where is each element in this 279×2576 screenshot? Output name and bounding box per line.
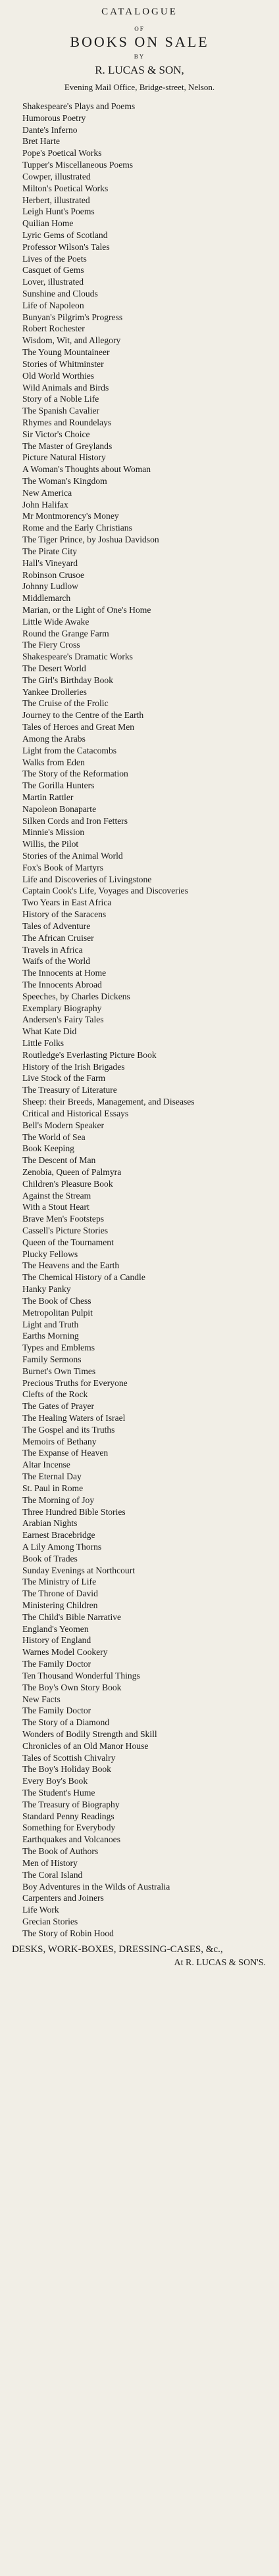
book-title: Robinson Crusoe [22,569,85,580]
book-title: Altar Incense [22,1460,70,1470]
book-title: The Book of Authors [22,1846,99,1857]
book-title: Among the Arabs [22,733,86,744]
book-title: The Innocents at Home [22,968,107,978]
book-title: Shakespeare's Plays and Poems [22,101,136,111]
book-title: Old World Worthies [22,370,95,381]
book-title: Dante's Inferno [22,124,78,135]
book-title: Life Work [22,1905,59,1915]
book-title: Robert Rochester [22,323,85,334]
book-title: Earths Morning [22,1331,79,1341]
book-title: Wisdom, Wit, and Allegory [22,335,121,346]
book-title: Milton's Poetical Works [22,183,109,193]
book-title: Wonders of Bodily Strength and Skill [22,1729,157,1739]
book-title: Cassell's Picture Stories [22,1226,109,1235]
book-title: The Healing Waters of Israel [22,1413,126,1423]
book-title: The Boy's Own Story Book [22,1682,122,1692]
book-title: Ministering Children [22,1600,98,1610]
book-title: What Kate Did [22,1026,77,1037]
book-title: The Treasury of Biography [22,1799,120,1809]
book-title: Tales of Heroes and Great Men [22,722,135,732]
book-title: Little Folks [22,1038,64,1048]
book-title: Ten Thousand Wonderful Things [22,1670,140,1681]
book-title: Journey to the Centre of the Earth [22,710,144,721]
book-title: Minnie's Mission [22,827,85,838]
book-title: Earthquakes and Volcanoes [22,1834,120,1845]
book-title: Men of History [22,1857,78,1868]
book-title: The Story of a Diamond [22,1717,110,1728]
book-title: Casquet of Gems [22,265,84,275]
book-title: Clefts of the Rock [22,1389,88,1400]
book-title: The Gospel and its Truths [22,1424,115,1435]
book-title: Stories of the Animal World [22,851,123,861]
book-title: Three Hundred Bible Stories [22,1506,126,1517]
book-title: Arabian Nights [22,1518,78,1529]
book-title: Light from the Catacombs [22,745,117,755]
book-title: John Halifax [22,499,68,510]
book-title: Walks from Eden [22,757,85,767]
book-title: Live Stock of the Farm [22,1073,106,1084]
book-title: Grecian Stories [22,1916,78,1926]
book-title: Napoleon Bonaparte [22,803,97,814]
book-title: Memoirs of Bethany [22,1436,97,1446]
book-title: The Master of Greylands [22,441,113,451]
book-title: Tales of Scottish Chivalry [22,1752,116,1763]
book-list [8,101,271,1940]
book-title: Exemplary Biography [22,1003,102,1013]
book-title: The Tiger Prince, by Joshua Davidson [22,535,159,545]
catalogue-title: CATALOGUE [101,7,178,17]
book-title: Standard Penny Readings [22,1811,114,1821]
footer-shop: At R. LUCAS & SON'S. [174,1957,266,1968]
book-title: The Boy's Holiday Book [22,1764,111,1775]
book-title: The Descent of Man [22,1155,96,1166]
book-title: The Family Doctor [22,1659,91,1669]
book-title: Against the Stream [22,1190,91,1201]
book-title: The Throne of David [22,1588,98,1599]
book-title: Sheep: their Breeds, Management, and Diseases [22,1097,195,1107]
book-title: Humorous Poetry [22,112,86,123]
book-title: The Treasury of Literature [22,1085,117,1095]
book-title: Tupper's Miscellaneous Poems [22,160,134,170]
book-title: St. Paul in Rome [22,1483,84,1493]
book-title: Cowper, illustrated [22,171,91,181]
book-title: Precious Truths for Everyone [22,1377,128,1388]
book-title: Metropolitan Pulpit [22,1307,93,1318]
book-title: Carpenters and Joiners [22,1893,104,1903]
publisher-address: Evening Mail Office, Bridge-street, Nelson. [64,82,215,92]
book-title: The Heavens and the Earth [22,1260,120,1271]
book-title: Silken Cords and Iron Fetters [22,815,128,826]
book-title: The Fiery Cross [22,640,80,650]
book-title: The Book of Chess [22,1295,91,1306]
book-title: A Lily Among Thorns [22,1541,102,1552]
book-title: Chronicles of an Old Manor House [22,1740,149,1751]
book-title: The Story of the Reformation [22,769,128,779]
book-title: Life and Discoveries of Livingstone [22,874,152,884]
book-title: The Coral Island [22,1869,83,1880]
books-on-sale-headline: BOOKS ON SALE [70,34,209,50]
book-title: Middlemarch [22,593,71,604]
book-title: Book Keeping [22,1143,74,1154]
book-title: The Cruise of the Frolic [22,698,109,709]
book-title: Light and Truth [22,1319,79,1329]
book-title: Bunyan's Pilgrim's Progress [22,312,123,322]
book-title: Zenobia, Queen of Palmyra [22,1166,122,1177]
book-title: Waifs of the World [22,956,90,966]
book-title: Routledge's Everlasting Picture Book [22,1049,157,1060]
book-title: Tales of Adventure [22,920,91,931]
book-title: The Chemical History of a Candle [22,1272,145,1283]
book-title: Marian, or the Light of One's Home [22,604,151,615]
book-title: Rhymes and Roundelays [22,417,112,427]
book-title: Something for Everybody [22,1823,116,1833]
book-title: Family Sermons [22,1354,82,1364]
book-title: Boy Adventures in the Wilds of Australia [22,1881,170,1892]
book-title: Hall's Vineyard [22,558,78,568]
book-title: Hanky Panky [22,1284,71,1295]
book-title: The Expanse of Heaven [22,1448,109,1458]
book-title: Martin Rattler [22,792,74,802]
book-title: A Woman's Thoughts about Woman [22,464,151,475]
book-title: Sir Victor's Choice [22,429,90,439]
book-title: Burnet's Own Times [22,1366,96,1376]
book-title: Rome and the Early Christians [22,523,132,533]
book-title: Sunday Evenings at Northcourt [22,1565,136,1575]
book-title: Johnny Ludlow [22,581,78,592]
book-title: Leigh Hunt's Poems [22,206,95,217]
book-title: Speeches, by Charles Dickens [22,991,130,1001]
book-title: Brave Men's Footsteps [22,1214,105,1224]
book-title: Every Boy's Book [22,1776,88,1786]
book-title: With a Stout Heart [22,1202,89,1212]
by-label: BY [134,53,145,60]
book-title: The Ministry of Life [22,1577,97,1587]
book-title: Bret Harte [22,136,60,147]
footer-notice [8,1944,271,1969]
book-title: Andersen's Fairy Tales [22,1014,104,1025]
book-title: The Spanish Cavalier [22,406,100,416]
book-title: Willis, the Pilot [22,839,79,849]
of-label: OF [134,26,145,32]
book-title: The Woman's Kingdom [22,476,107,486]
book-title: Warnes Model Cookery [22,1647,108,1658]
book-title: Two Years in East Africa [22,897,112,908]
book-title: Pope's Poetical Works [22,148,102,158]
book-title: Little Wide Awake [22,616,89,627]
book-title: Earnest Bracebridge [22,1530,95,1540]
book-title: Herbert, illustrated [22,195,90,205]
book-title: Fox's Book of Martyrs [22,862,103,872]
book-title: The Student's Hume [22,1788,95,1798]
book-title: Lover, illustrated [22,277,84,287]
book-title: Quilian Home [22,218,74,229]
book-title: New America [22,487,72,498]
book-title: Lives of the Poets [22,253,87,264]
footer-text: DESKS, WORK-BOXES, DRESSING-CASES, &c., [12,1944,223,1955]
book-title: The Family Doctor [22,1705,91,1716]
book-title: The African Cruiser [22,932,94,943]
book-title: Life of Napoleon [22,300,84,310]
book-title: Round the Grange Farm [22,628,109,638]
book-title: Travels in Africa [22,944,83,955]
book-title: The Desert World [22,663,86,673]
book-title: History of the Irish Brigades [22,1061,125,1072]
book-title: The Young Mountaineer [22,347,110,358]
book-title: Bell's Modern Speaker [22,1120,105,1130]
book-title: Types and Emblems [22,1343,95,1353]
book-title: The Child's Bible Narrative [22,1611,122,1622]
book-title: Shakespeare's Dramatic Works [22,652,133,662]
book-title: Queen of the Tournament [22,1237,114,1247]
publisher-name: R. LUCAS & SON, [95,64,184,76]
book-title: New Facts [22,1694,61,1704]
book-title: The Gorilla Hunters [22,780,95,791]
book-title: Wild Animals and Birds [22,382,109,393]
book-title: History of the Saracens [22,909,107,920]
book-title: The Gates of Prayer [22,1401,95,1412]
book-title: The Girl's Birthday Book [22,675,113,685]
book-title: The Innocents Abroad [22,979,102,990]
book-title: The Story of Robin Hood [22,1928,114,1938]
book-title: History of England [22,1635,91,1646]
book-title: The Pirate City [22,546,78,556]
book-title: Sunshine and Clouds [22,289,98,298]
book-title: The Morning of Joy [22,1494,95,1505]
book-title: The Eternal Day [22,1471,82,1482]
book-title: Mr Montmorency's Money [22,511,119,521]
book-title: Critical and Historical Essays [22,1108,129,1118]
book-title: Professor Wilson's Tales [22,241,110,252]
book-title: Captain Cook's Life, Voyages and Discoveries [22,886,188,896]
book-title: The World of Sea [22,1132,86,1142]
catalogue-header [8,7,271,93]
book-title: England's Yeomen [22,1623,89,1634]
book-title: Picture Natural History [22,452,106,463]
book-title: Plucky Fellows [22,1249,78,1259]
book-title: Story of a Noble Life [22,394,99,404]
book-title: Book of Trades [22,1553,78,1563]
book-title: Yankee Drolleries [22,686,87,697]
book-title: Children's Pleasure Book [22,1178,113,1189]
book-title: Stories of Whitminster [22,358,104,369]
book-title: Lyric Gems of Scotland [22,229,108,240]
